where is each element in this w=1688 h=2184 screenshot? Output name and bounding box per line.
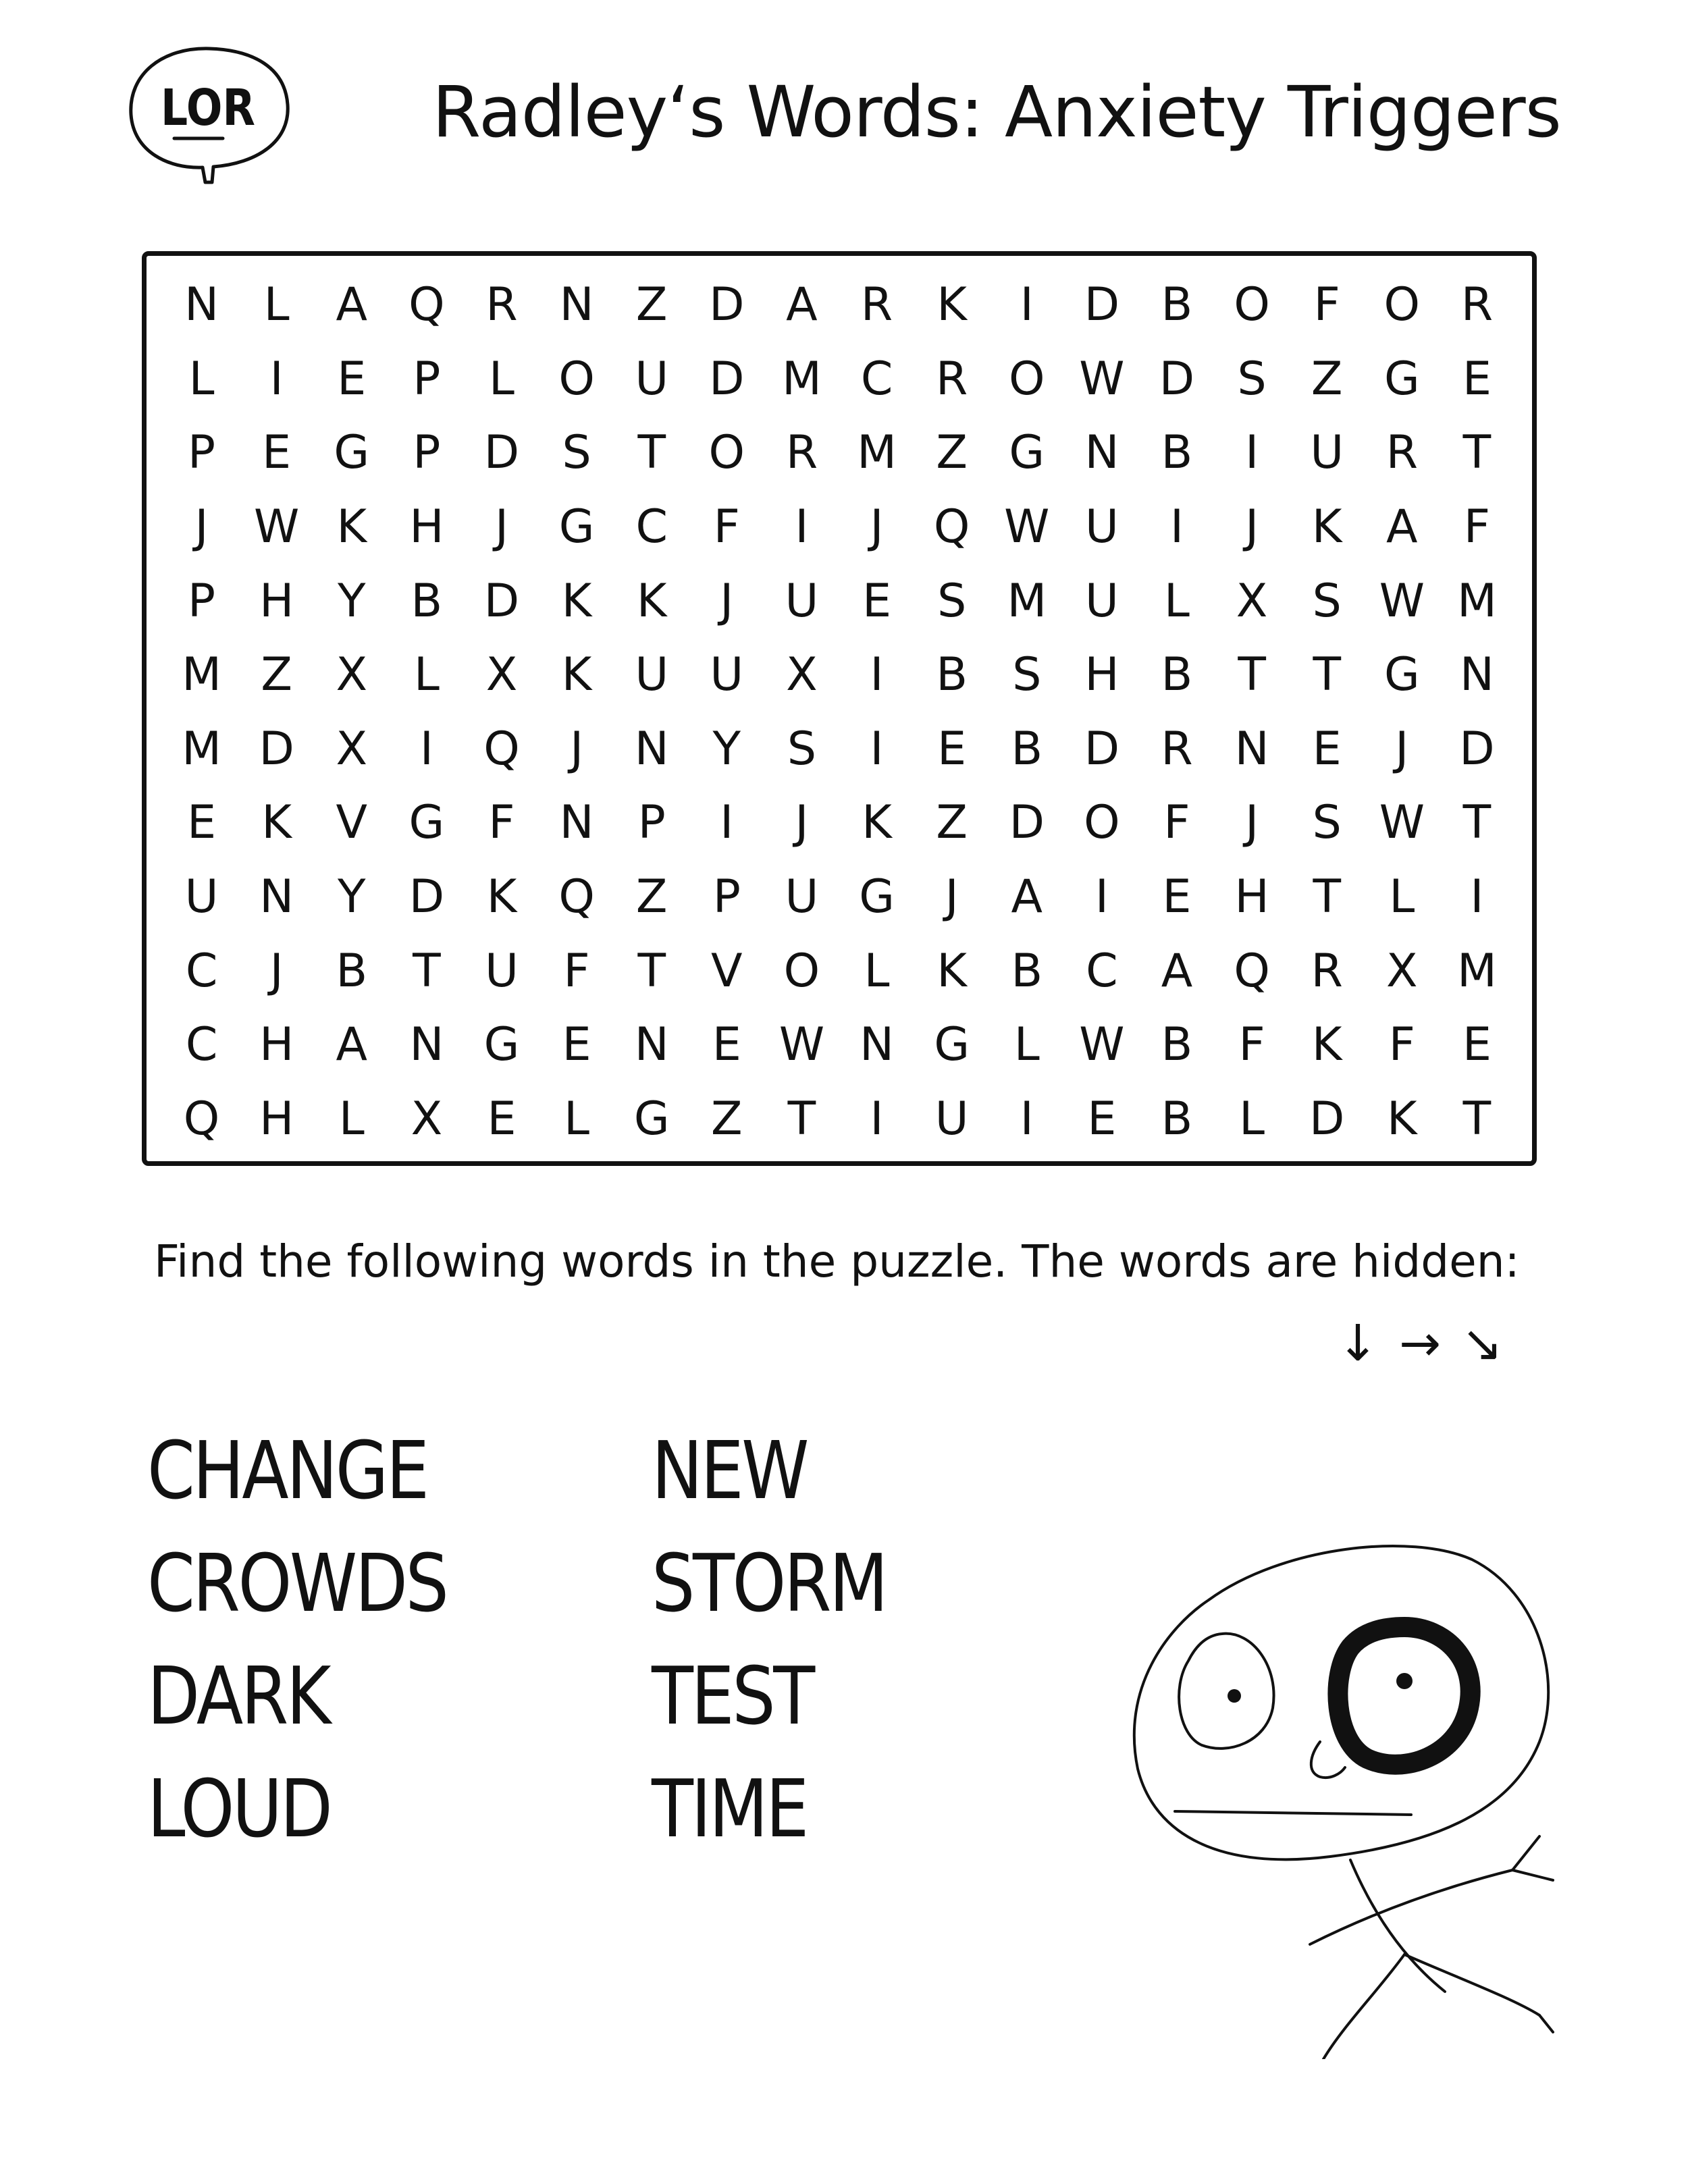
grid-letter[interactable]: G <box>1383 648 1420 702</box>
grid-letter[interactable]: C <box>185 944 218 998</box>
grid-letter[interactable]: D <box>1084 278 1120 332</box>
grid-letter[interactable]: H <box>409 500 444 554</box>
grid-letter[interactable]: I <box>269 352 284 406</box>
grid-letter[interactable]: V <box>711 944 743 998</box>
grid-letter[interactable]: T <box>637 426 666 480</box>
grid-letter[interactable]: L <box>413 648 440 702</box>
grid-letter[interactable]: U <box>710 648 744 702</box>
grid-letter[interactable]: N <box>1460 648 1494 702</box>
grid-letter[interactable]: F <box>488 796 515 850</box>
word-list-item: NEW <box>652 1424 808 1517</box>
grid-letter[interactable]: Y <box>338 870 366 924</box>
grid-letter[interactable]: B <box>1161 648 1193 702</box>
grid-letter[interactable]: K <box>561 574 592 628</box>
grid-letter[interactable]: F <box>1388 1018 1415 1072</box>
arrow-right-icon: → <box>1399 1314 1442 1373</box>
grid-letter[interactable]: R <box>785 426 818 480</box>
grid-letter[interactable]: E <box>262 426 292 480</box>
grid-letter[interactable]: M <box>1007 574 1047 628</box>
grid-letter[interactable]: B <box>1011 722 1043 776</box>
grid-letter[interactable]: G <box>934 1018 970 1072</box>
grid-letter[interactable]: O <box>1234 278 1270 332</box>
grid-letter[interactable]: Z <box>1311 352 1343 406</box>
grid-letter[interactable]: X <box>1236 574 1268 628</box>
grid-letter[interactable]: L <box>188 352 215 406</box>
grid-letter[interactable]: E <box>712 1018 741 1072</box>
grid-letter[interactable]: I <box>1020 278 1034 332</box>
grid-letter[interactable]: E <box>337 352 367 406</box>
grid-letter[interactable]: N <box>184 278 219 332</box>
grid-letter[interactable]: W <box>1004 500 1050 554</box>
grid-letter[interactable]: O <box>783 944 820 998</box>
grid-letter[interactable]: E <box>562 1018 591 1072</box>
grid-letter[interactable]: D <box>1084 722 1120 776</box>
grid-letter[interactable]: N <box>409 1018 444 1072</box>
grid-letter[interactable]: W <box>1079 352 1125 406</box>
grid-letter[interactable]: L <box>489 352 515 406</box>
grid-letter[interactable]: R <box>936 352 968 406</box>
grid-letter[interactable]: C <box>860 352 893 406</box>
word-list-item: TEST <box>652 1649 813 1742</box>
grid-letter[interactable]: I <box>795 500 809 554</box>
grid-letter[interactable]: F <box>1313 278 1340 332</box>
grid-letter[interactable]: I <box>870 648 884 702</box>
grid-letter[interactable]: M <box>782 352 822 406</box>
grid-letter[interactable]: N <box>559 278 594 332</box>
grid-letter[interactable]: F <box>713 500 740 554</box>
grid-letter[interactable]: R <box>485 278 518 332</box>
grid-letter[interactable]: O <box>708 426 745 480</box>
grid-letter[interactable]: D <box>709 278 745 332</box>
grid-letter[interactable]: L <box>864 944 890 998</box>
grid-letter[interactable]: U <box>635 352 669 406</box>
grid-letter[interactable]: G <box>1383 352 1420 406</box>
grid-letter[interactable]: U <box>1310 426 1344 480</box>
grid-letter[interactable]: D <box>1309 1092 1345 1146</box>
grid-letter[interactable]: P <box>712 870 741 924</box>
grid-letter[interactable]: H <box>1234 870 1269 924</box>
grid-letter[interactable]: I <box>720 796 734 850</box>
grid-letter[interactable]: X <box>1386 944 1418 998</box>
grid-letter[interactable]: S <box>787 722 817 776</box>
grid-letter[interactable]: M <box>1457 574 1497 628</box>
grid-letter[interactable]: K <box>486 870 517 924</box>
grid-letter[interactable]: H <box>259 1092 294 1146</box>
grid-letter[interactable]: F <box>563 944 590 998</box>
grid-letter[interactable]: U <box>635 648 669 702</box>
grid-letter[interactable]: H <box>259 574 294 628</box>
grid-letter[interactable]: N <box>634 722 669 776</box>
grid-letter[interactable]: E <box>862 574 892 628</box>
grid-letter[interactable]: A <box>336 1018 368 1072</box>
grid-letter[interactable]: T <box>1313 648 1341 702</box>
grid-letter[interactable]: S <box>1312 574 1342 628</box>
arrow-down-icon: ↓ <box>1337 1314 1379 1373</box>
grid-letter[interactable]: P <box>413 426 441 480</box>
grid-letter[interactable]: L <box>1013 1018 1040 1072</box>
grid-letter[interactable]: O <box>1084 796 1120 850</box>
grid-letter[interactable]: H <box>259 1018 294 1072</box>
grid-letter[interactable]: N <box>1234 722 1269 776</box>
grid-letter[interactable]: R <box>1311 944 1343 998</box>
grid-letter[interactable]: F <box>1163 796 1190 850</box>
grid-letter[interactable]: T <box>1462 796 1492 850</box>
grid-letter[interactable]: Z <box>711 1092 743 1146</box>
grid-letter[interactable]: N <box>1084 426 1119 480</box>
grid-letter[interactable]: R <box>1460 278 1494 332</box>
grid-letter[interactable]: J <box>720 574 734 628</box>
grid-letter[interactable]: G <box>334 426 370 480</box>
grid-letter[interactable]: I <box>870 722 884 776</box>
grid-letter[interactable]: D <box>483 574 520 628</box>
grid-letter[interactable]: I <box>1020 1092 1034 1146</box>
grid-letter[interactable]: K <box>336 500 367 554</box>
grid-letter[interactable]: S <box>1312 796 1342 850</box>
grid-letter[interactable]: U <box>785 574 819 628</box>
grid-letter[interactable]: A <box>336 278 368 332</box>
grid-letter[interactable]: E <box>487 1092 517 1146</box>
grid-letter[interactable]: D <box>1009 796 1045 850</box>
grid-letter[interactable]: R <box>860 278 893 332</box>
grid-letter[interactable]: Q <box>558 870 595 924</box>
grid-letter[interactable]: Z <box>635 870 668 924</box>
grid-letter[interactable]: T <box>1462 426 1492 480</box>
grid-letter[interactable]: J <box>1245 796 1259 850</box>
word-list-left <box>147 1414 496 1865</box>
grid-letter[interactable]: G <box>633 1092 670 1146</box>
grid-letter[interactable]: Z <box>261 648 292 702</box>
grid-letter[interactable]: R <box>1386 426 1418 480</box>
grid-letter[interactable]: G <box>859 870 895 924</box>
grid-letter[interactable]: S <box>1237 352 1267 406</box>
grid-letter[interactable]: M <box>1457 944 1497 998</box>
grid-letter[interactable]: E <box>187 796 217 850</box>
grid-letter[interactable]: P <box>413 352 441 406</box>
grid-letter[interactable]: M <box>857 426 897 480</box>
grid-letter[interactable]: S <box>562 426 591 480</box>
grid-letter[interactable]: Q <box>1234 944 1270 998</box>
grid-letter[interactable]: E <box>1462 352 1492 406</box>
grid-letter[interactable]: F <box>1238 1018 1265 1072</box>
grid-letter[interactable]: W <box>1379 796 1425 850</box>
grid-letter[interactable]: K <box>1311 1018 1342 1072</box>
grid-letter[interactable]: Z <box>936 426 968 480</box>
grid-letter[interactable]: U <box>485 944 519 998</box>
grid-letter[interactable]: C <box>635 500 668 554</box>
grid-letter[interactable]: Q <box>483 722 520 776</box>
logo-text: LOR <box>161 79 255 137</box>
grid-letter[interactable]: X <box>485 648 518 702</box>
grid-letter[interactable]: D <box>483 426 520 480</box>
grid-letter[interactable]: E <box>1462 1018 1492 1072</box>
word-list-right <box>652 1414 924 1865</box>
grid-letter[interactable]: T <box>413 944 441 998</box>
grid-letter[interactable]: I <box>1169 500 1184 554</box>
word-search-grid-frame <box>142 251 1537 1166</box>
grid-letter[interactable]: B <box>1161 1018 1193 1072</box>
grid-letter[interactable]: Q <box>408 278 445 332</box>
grid-letter[interactable]: N <box>634 1018 669 1072</box>
grid-letter[interactable]: D <box>709 352 745 406</box>
grid-letter[interactable]: F <box>1463 500 1490 554</box>
grid-letter[interactable]: J <box>1245 500 1259 554</box>
grid-letter[interactable]: P <box>188 426 216 480</box>
grid-letter[interactable]: J <box>269 944 284 998</box>
grid-letter[interactable]: I <box>870 1092 884 1146</box>
arrow-diagonal-down-right-icon: ↘ <box>1461 1314 1504 1373</box>
word-list-item: TIME <box>652 1762 807 1855</box>
grid-letter[interactable]: I <box>1470 870 1484 924</box>
grid-letter[interactable]: Q <box>183 1092 220 1146</box>
grid-letter[interactable]: K <box>261 796 292 850</box>
grid-letter[interactable]: L <box>263 278 290 332</box>
grid-letter[interactable]: E <box>1087 1092 1117 1146</box>
grid-letter[interactable]: S <box>937 574 967 628</box>
stick-figure-character-icon <box>1107 1519 1620 2059</box>
grid-letter[interactable]: I <box>1245 426 1259 480</box>
grid-letter[interactable]: A <box>1386 500 1418 554</box>
grid-letter[interactable]: K <box>561 648 592 702</box>
grid-letter[interactable]: A <box>1011 870 1043 924</box>
grid-letter[interactable]: W <box>1079 1018 1125 1072</box>
grid-letter[interactable]: T <box>787 1092 816 1146</box>
grid-letter[interactable]: K <box>862 796 892 850</box>
grid-letter[interactable]: J <box>194 500 209 554</box>
grid-letter[interactable]: E <box>1312 722 1342 776</box>
grid-letter[interactable]: L <box>564 1092 590 1146</box>
grid-letter[interactable]: U <box>184 870 219 924</box>
grid-letter[interactable]: J <box>870 500 884 554</box>
grid-letter[interactable]: R <box>1161 722 1193 776</box>
word-list-item: CHANGE <box>147 1424 427 1517</box>
grid-letter[interactable]: U <box>934 1092 969 1146</box>
grid-letter[interactable]: Z <box>936 796 968 850</box>
grid-letter[interactable]: B <box>411 574 443 628</box>
grid-letter[interactable]: P <box>637 796 666 850</box>
grid-letter[interactable]: D <box>1159 352 1195 406</box>
grid-letter[interactable]: V <box>336 796 368 850</box>
grid-letter[interactable]: B <box>1161 426 1193 480</box>
grid-letter[interactable]: N <box>259 870 294 924</box>
grid-letter[interactable]: K <box>636 574 667 628</box>
direction-arrows <box>1337 1313 1526 1374</box>
grid-letter[interactable]: J <box>945 870 959 924</box>
grid-letter[interactable]: W <box>1379 574 1425 628</box>
grid-letter[interactable]: L <box>338 1092 365 1146</box>
grid-letter[interactable]: X <box>786 648 818 702</box>
grid-letter[interactable]: T <box>1313 870 1341 924</box>
grid-letter[interactable]: X <box>336 722 368 776</box>
grid-letter[interactable]: O <box>558 352 595 406</box>
grid-letter[interactable]: I <box>1094 870 1109 924</box>
grid-letter[interactable]: Y <box>712 722 741 776</box>
grid-letter[interactable]: J <box>570 722 584 776</box>
grid-letter[interactable]: M <box>182 648 221 702</box>
grid-letter[interactable]: L <box>1239 1092 1265 1146</box>
grid-letter[interactable]: T <box>637 944 666 998</box>
grid-letter[interactable]: B <box>1161 278 1193 332</box>
grid-letter[interactable]: L <box>1164 574 1190 628</box>
grid-letter[interactable]: W <box>779 1018 825 1072</box>
word-list-item: DARK <box>147 1649 329 1742</box>
grid-letter[interactable]: G <box>408 796 445 850</box>
grid-letter[interactable]: N <box>860 1018 894 1072</box>
grid-letter[interactable]: M <box>182 722 221 776</box>
grid-letter[interactable]: D <box>1459 722 1495 776</box>
grid-letter[interactable]: L <box>1389 870 1415 924</box>
grid-letter[interactable]: O <box>1383 278 1421 332</box>
grid-letter[interactable]: C <box>1086 944 1118 998</box>
grid-letter[interactable]: P <box>188 574 216 628</box>
grid-letter[interactable]: D <box>408 870 445 924</box>
grid-letter[interactable]: B <box>936 648 968 702</box>
grid-letter[interactable]: H <box>1084 648 1119 702</box>
grid-letter[interactable]: U <box>785 870 819 924</box>
grid-letter[interactable]: J <box>1395 722 1409 776</box>
grid-letter[interactable]: W <box>254 500 300 554</box>
grid-letter[interactable]: G <box>483 1018 520 1072</box>
grid-letter[interactable]: D <box>259 722 294 776</box>
grid-letter[interactable]: K <box>937 944 967 998</box>
grid-letter[interactable]: E <box>937 722 967 776</box>
grid-letter[interactable]: S <box>1012 648 1042 702</box>
grid-letter[interactable]: N <box>559 796 594 850</box>
grid-letter[interactable]: U <box>1084 500 1119 554</box>
grid-letter[interactable]: B <box>336 944 368 998</box>
word-list-item: LOUD <box>147 1762 331 1855</box>
grid-letter[interactable]: E <box>1162 870 1192 924</box>
grid-letter[interactable]: I <box>419 722 433 776</box>
grid-letter[interactable]: Z <box>635 278 668 332</box>
grid-letter[interactable]: K <box>1387 1092 1417 1146</box>
grid-letter[interactable]: T <box>1462 1092 1492 1146</box>
grid-letter[interactable]: B <box>1011 944 1043 998</box>
grid-letter[interactable]: B <box>1161 1092 1193 1146</box>
grid-letter[interactable]: G <box>1009 426 1045 480</box>
word-search-grid <box>164 268 1514 1156</box>
lor-logo-icon <box>122 41 297 196</box>
grid-letter[interactable]: C <box>185 1018 218 1072</box>
grid-letter[interactable]: X <box>411 1092 443 1146</box>
grid-letter[interactable]: T <box>1238 648 1266 702</box>
word-list-item: CROWDS <box>147 1537 447 1630</box>
word-list-item: STORM <box>652 1537 887 1630</box>
grid-letter[interactable]: G <box>558 500 595 554</box>
grid-letter[interactable]: Y <box>338 574 366 628</box>
grid-letter[interactable]: A <box>786 278 818 332</box>
grid-letter[interactable]: U <box>1084 574 1119 628</box>
grid-letter[interactable]: J <box>494 500 509 554</box>
grid-letter[interactable]: K <box>937 278 967 332</box>
grid-letter[interactable]: Q <box>933 500 970 554</box>
grid-letter[interactable]: O <box>1009 352 1045 406</box>
grid-letter[interactable]: A <box>1161 944 1193 998</box>
grid-letter[interactable]: K <box>1311 500 1342 554</box>
instructions-text: Find the following words in the puzzle. The words are hidden: <box>154 1235 1520 1287</box>
page-title: Radley‘s Words: Anxiety Triggers <box>432 71 1561 153</box>
grid-letter[interactable]: X <box>336 648 368 702</box>
grid-letter[interactable]: J <box>795 796 809 850</box>
